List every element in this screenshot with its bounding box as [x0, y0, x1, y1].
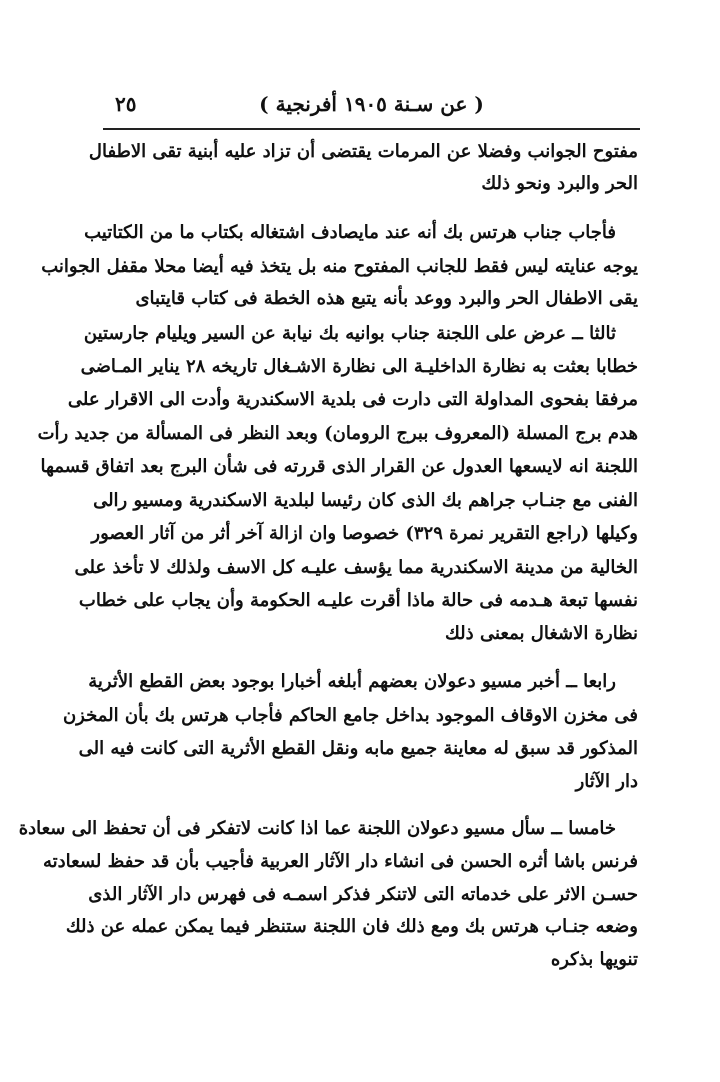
text-line: فى مخزن الاوقاف الموجود بداخل جامع الحاكم فأجاب هرتس بك بأن المخزن — [62, 705, 638, 726]
text-line: خطابا بعثت به نظارة الداخليـة الى نظارة الاشـغال تاريخه ٢٨ يناير المـاضى — [80, 356, 638, 377]
text-line: الفنى مع جنـاب جراهم بك الذى كان رئيسا لبلدية الاسكندرية ومسيو رالى — [93, 490, 638, 511]
text-line: رابعا ــ أخبر مسيو دعولان بعضهم أبلغه أخبارا بوجود بعض القطع الأثرية — [88, 671, 616, 692]
text-line: يقى الاطفال الحر والبرد ووعد بأنه يتبع هذه الخطة فى كتاب قايتباى — [135, 288, 638, 309]
text-line: تنويها بذكره — [550, 949, 638, 970]
text-line: خامسا ــ سأل مسيو دعولان اللجنة عما اذا كانت لاتفكر فى أن تحفظ الى سعادة — [18, 818, 616, 839]
text-line: مرفقا بفحوى المداولة التى دارت فى بلدية الاسكندرية وأدت الى الاقرار على — [67, 389, 638, 410]
text-line: وضعه جنـاب هرتس بك ومع ذلك فان اللجنة ستنظر فيما يمكن عمله عن ذلك — [65, 916, 638, 937]
text-line: المذكور قد سبق له معاينة جميع مابه ونقل القطع الأثرية التى كانت فيه الى — [78, 738, 638, 759]
text-line: مفتوح الجوانب وفضلا عن المرمات يقتضى أن تزاد عليه أبنية تقى الاطفال — [88, 141, 638, 162]
text-line: وكيلها (راجع التقرير نمرة ٣٢٩) خصوصا وان ازالة آخر أثر من آثار العصور — [91, 523, 638, 544]
text-line: الخالية من مدينة الاسكندرية مما يؤسف عليـه كل الاسف ولذلك لا تأخذ على — [74, 557, 638, 578]
text-line: دار الآثار — [575, 771, 638, 792]
text-line: اللجنة انه لايسعها العدول عن القرار الذى قررته فى شأن البرج بعد اتفاق قسمها — [40, 456, 638, 477]
text-line: الحر والبرد ونحو ذلك — [481, 173, 638, 194]
text-line: فرنس باشا أثره الحسن فى انشاء دار الآثار العربية فأجيب بأن قد حفظ لسعادته — [42, 851, 638, 872]
running-header — [105, 92, 638, 122]
header-rule — [103, 128, 640, 130]
header-title: ( عن سـنة ١٩٠٥ أفرنجية ) — [259, 92, 484, 116]
text-line: يوجه عنايته ليس فقط للجانب المفتوح منه بل يتخذ فيه أيضا محلا مقفل الجوانب — [41, 256, 638, 277]
text-line: هدم برج المسلة (المعروف ببرج الرومان) وبعد النظر فى المسألة من جديد رأت — [37, 423, 638, 444]
text-line: نظارة الاشغال بمعنى ذلك — [445, 623, 638, 644]
text-line: فأجاب جناب هرتس بك أنه عند مايصادف اشتغاله بكتاب ما من الكتاتيب — [84, 222, 616, 243]
text-line: ثالثا ــ عرض على اللجنة جناب بوانيه بك نيابة عن السير ويليام جارستين — [83, 323, 616, 344]
page-number: ٢٥ — [115, 92, 137, 116]
text-line: نفسها تبعة هـدمه فى حالة ماذا أقرت عليـه الحكومة وأن يجاب على خطاب — [78, 590, 638, 611]
text-line: حسـن الاثر على خدماته التى لاتنكر فذكر اسمـه فى فهرس دار الآثار الذى — [88, 884, 638, 905]
